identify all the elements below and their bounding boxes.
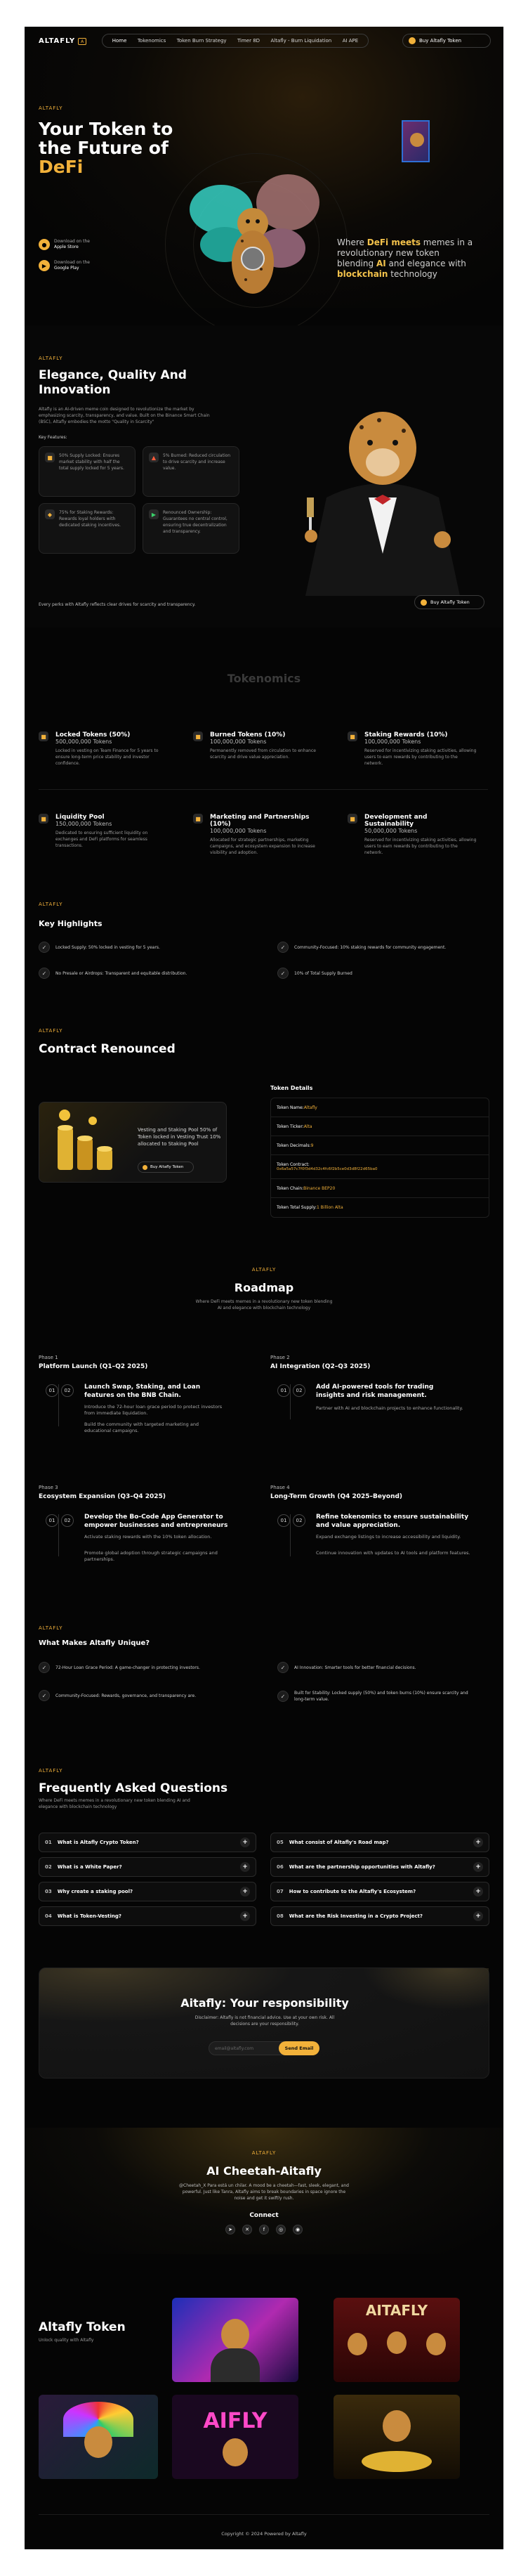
faq-item[interactable] [39,1833,256,1852]
token-detail-row [271,1198,489,1217]
highlight-item [277,968,463,979]
highlight-item [39,942,238,953]
store-google-text [54,260,90,271]
phase-title: Ecosystem Expansion (Q3–Q4 2025) [39,1493,166,1500]
development-icon: ■ [348,814,357,824]
gallery-image-neon-aifly [172,2395,298,2479]
nav-link-burn-strategy[interactable]: Token Burn Strategy [176,38,227,44]
hero-title-line2: the Future of [39,138,169,158]
check-icon: ✓ [39,942,50,953]
tokenomics-item-body [210,731,322,760]
hero-side-p1: Where [337,238,367,247]
faq-item[interactable] [270,1882,489,1901]
footer-divider [39,2514,489,2515]
hero-side-blockchain: blockchain [337,269,388,279]
elegance-buy-label: Buy Altafly Token [430,599,470,605]
lock-icon: ■ [45,453,55,462]
contract-title: Contract Renounced [39,1042,176,1056]
colorful-cheetah-head [84,2426,112,2458]
hero-title [39,119,173,176]
phase-heading: Refine tokenomics to ensure sustainability and value appreciation. [316,1514,469,1529]
highlight-item [39,968,196,979]
tokenomics-item-sub: 150,000,000 Tokens [55,821,112,827]
feature-card [143,446,239,497]
footer-text: Copyright © 2024 Powered by Altafly [221,2531,307,2537]
feature-card [143,503,239,554]
tokenomics-item-title: Burned Tokens (10%) [210,731,286,739]
elegance-desc: Altafly is an AI-driven meme coin designed to revolutionize the market by emphasizing scarcity, transparency, and value. Built on the Binance Smart Chain (BSC), Altafly embodies the motto "Quality in Scarcity" [39,407,210,424]
token-details-title: Token Details [270,1085,313,1091]
tokenomics-item [39,814,179,849]
step-number: 01 [277,1514,290,1527]
unique-text: AI Innovation: Smarter tools for better financial decisions. [294,1665,416,1670]
unique-text: Built for Stability: Locked supply (50%) and token burns (10%) ensure scarcity and long-term value. [294,1691,468,1702]
highlight-text: Community-Focused: 10% staking rewards for community engagement. [294,944,447,950]
hero-side-p7: technology [388,269,437,279]
gallery-image-neon-cheetah [172,2298,298,2382]
phase-title: Long-Term Growth (Q4 2025–Beyond) [270,1493,403,1500]
newsletter-send-label: Send Email [284,2045,314,2051]
unique-text: 72-Hour Loan Grace Period: A game-changer in protecting investors. [55,1665,200,1670]
faq-question: What is Altafly Crypto Token? [57,1840,139,1845]
token-detail-row [271,1136,489,1155]
newsletter-send-button[interactable] [279,2041,319,2055]
faq-question: How to contribute to the Altafly's Ecosystem? [289,1889,416,1894]
step-number: 02 [293,1514,305,1527]
elegance-footnote: Every perks with Altafly reflects clear drives for scarcity and transparency. [39,602,196,607]
nav-link-timer[interactable]: Timer 8D [237,38,260,44]
tokenomics-item-title: Staking Rewards (10%) [364,731,448,739]
phase-point: Build the community with targeted marketing and educational campaigns. [84,1422,199,1433]
logo-mark-icon: A [78,38,86,45]
neon-cheetah-head [221,2319,249,2350]
nav-buy-button[interactable] [402,34,491,48]
tokenomics-item-title: Liquidity Pool [55,814,105,821]
step-number: 02 [61,1384,74,1397]
tokenomics-item [193,731,334,760]
phase-label: Phase 1 [39,1355,58,1360]
token-contract-address[interactable]: 0x6a5a57c7f0f3d4d32c4fc6f2b5ce0d3d8f22d65ba0 [277,1167,378,1171]
step-number: 02 [61,1514,74,1527]
plus-icon[interactable]: + [240,1837,250,1847]
faq-item[interactable] [39,1906,256,1926]
faq-question: What consist of Altafly's Road map? [289,1840,389,1845]
faq-item[interactable] [39,1857,256,1877]
neon-text: AIFLY [203,2409,268,2433]
feature-card [39,503,136,554]
step-number: 01 [46,1514,58,1527]
unique-item [39,1690,224,1701]
step-number: 01 [277,1384,290,1397]
check-icon: ✓ [39,1662,50,1673]
tokenomics-divider [39,789,488,790]
feature-card [39,446,136,497]
tokenomics-item-sub: 500,000,000 Tokens [55,739,112,745]
elegance-buy-button[interactable] [414,595,484,609]
flag-icon: ▶ [149,509,159,519]
vesting-buy-label: Buy Altafly Token [150,1165,184,1169]
store-google[interactable] [39,260,90,271]
gallery-image-aitafly-banner [334,2298,460,2382]
phase-point: Promote global adoption through strategic campaigns and partnerships. [84,1550,218,1562]
phase-point: Introduce the 72-hour loan grace period to protect investors from immediate liquidation. [84,1404,223,1416]
gold-cheetah-head [383,2410,411,2442]
feature-text: 75% for Staking Rewards: Rewards loyal holders with dedicated staking incentives. [59,510,121,528]
store-apple-big: Apple Store [54,245,79,249]
phase-point: Continue innovation with updates to AI tools and platform features. [316,1550,470,1556]
faq-title: Frequently Asked Questions [39,1781,228,1795]
tokenomics-item [193,814,334,856]
faq-question: Why create a staking pool? [57,1889,133,1894]
unique-item [39,1662,238,1673]
faq-sub: Where DeFi meets memes in a revolutionary new token blending AI and elegance with blockchain technology [39,1798,190,1809]
plus-icon[interactable]: + [473,1911,483,1921]
nav-buy-label: Buy Altafly Token [419,38,462,44]
step-connector [58,1384,59,1426]
fire-icon: ■ [193,731,203,741]
unique-item [277,1690,477,1703]
token-detail-row [271,1098,489,1117]
elegance-title-line2: Innovation [39,383,111,397]
banner-cheetah [348,2333,367,2355]
highlights-title: Key Highlights [39,919,103,928]
faq-number: 02 [45,1864,52,1870]
tokenomics-item [348,814,488,856]
token-detail-key: Token Name: [277,1105,304,1110]
tokenomics-item-title: Locked Tokens (50%) [55,731,131,739]
store-apple-text [54,239,90,250]
fire-icon: ▲ [149,453,159,462]
tokenomics-item-desc: Dedicated to ensuring sufficient liquidity on exchanges and DeFi platforms for seamless transactions. [55,831,148,848]
tokenomics-item-desc: Reserved for incentivizing staking activities, allowing users to earn rewards by contributing to the network. [364,748,477,766]
faq-item[interactable] [270,1857,489,1877]
step-number: 02 [293,1384,305,1397]
tokenomics-item-sub: 100,000,000 Tokens [210,828,267,834]
token-details-table [270,1098,489,1218]
tokenomics-item-sub: 100,000,000 Tokens [210,739,267,745]
token-detail-value: Alta [303,1124,312,1129]
phase-point: Partner with AI and blockchain projects to enhance functionality. [316,1405,463,1411]
unique-item [277,1662,463,1673]
banner-cheetah [387,2331,407,2354]
faq-question: What are the partnership opportunities with Altafly? [289,1864,435,1870]
unique-text: Community-Focused: Rewards, governance, and transparency are. [55,1693,197,1698]
gallery-image-gold-cheetah [334,2395,460,2479]
plus-icon[interactable]: + [240,1887,250,1897]
elegance-title-line1: Elegance, Quality And [39,368,187,382]
phase-point: Activate staking rewards with the 10% token allocation. [84,1534,212,1540]
faq-tag: ALTAFLY [39,1768,63,1774]
banner-cheetah [426,2333,446,2355]
step-number: 01 [46,1384,58,1397]
wallet-icon [143,1165,147,1170]
faq-number: 03 [45,1889,52,1894]
vesting-card [39,1102,227,1183]
liquidity-icon: ■ [39,814,48,824]
unique-tag: ALTAFLY [39,1625,63,1631]
phase-heading: Launch Swap, Staking, and Loan features on the BNB Chain. [84,1384,201,1399]
nav-link-burn-liquidation[interactable]: Altafly - Burn Liquidation [270,38,332,44]
faq-number: 06 [277,1864,284,1870]
token-detail-key: Token Chain: [277,1185,304,1191]
step-connector [290,1514,291,1556]
faq-item[interactable] [270,1906,489,1926]
token-detail-key: Token Decimals: [277,1143,311,1148]
newsletter-title: Aitafly: Your responsibility [180,1996,349,2010]
tokenomics-title: Tokenomics [227,672,301,685]
check-icon: ✓ [39,1690,50,1701]
gallery-sub: Unlock quality with Altafly [39,2338,94,2343]
logo-text: ALTAFLY [39,37,76,45]
vesting-text: Vesting and Staking Pool 50% of Token locked in Vesting Trust 10% allocated to Staking Pool [138,1127,221,1147]
faq-item[interactable] [270,1833,489,1852]
plus-icon[interactable]: + [473,1887,483,1897]
hero-title-line1: Your Token to [39,119,173,139]
store-apple[interactable] [39,239,90,250]
key-features-label: Key Features: [39,435,67,440]
feature-text: 5% Burned: Reduced circulation to drive scarcity and increase value. [163,453,231,471]
phase-label: Phase 2 [270,1355,290,1360]
highlight-text: 10% of Total Supply Burned [294,970,352,976]
faq-item[interactable] [39,1882,256,1901]
marketing-icon: ■ [193,814,203,824]
token-detail-key: Token Ticker: [277,1124,304,1129]
step-connector [290,1384,291,1419]
newsletter-card [39,1967,489,2079]
feature-text: Renounced Ownership: Guarantees no central control, ensuring true decentralization and transparency. [163,510,227,534]
social-links [225,2225,303,2235]
plus-icon[interactable]: + [473,1837,483,1847]
token-detail-key: Token Total Supply: [277,1205,317,1210]
hero-side-defi: DeFi meets [367,238,421,247]
connect-label: Connect [249,2212,279,2219]
store-apple-small: Download on the [54,239,90,244]
hero-side-text [337,238,477,280]
faq-number: 08 [277,1913,284,1919]
token-detail-row [271,1179,489,1198]
highlight-text: Locked Supply: 50% locked in vesting for 5 years. [55,944,160,950]
vesting-buy-button[interactable] [138,1162,194,1173]
check-icon: ✓ [277,942,289,953]
tokenomics-item-body [210,814,322,856]
faq-question: What is a White Paper? [57,1864,122,1870]
staking-icon: ■ [348,731,357,741]
nav-logo[interactable] [39,37,86,45]
gold-coins [362,2451,432,2472]
nav-links [102,34,369,48]
facebook-icon[interactable]: f [259,2225,269,2235]
token-detail-row [271,1117,489,1136]
plus-icon[interactable]: + [240,1862,250,1872]
phase-title: AI Integration (Q2–Q3 2025) [270,1363,371,1370]
token-detail-value: 9 [310,1143,314,1148]
hero-title-line3: DeFi [39,157,84,177]
token-detail-value: 1 Billion Alta [316,1205,343,1210]
token-detail-key: Token Contract: [277,1162,310,1167]
tokenomics-item-desc: Allocated for strategic partnerships, marketing campaigns, and ecosystem expansion to increase visibility and adoption. [210,838,315,855]
wallet-icon [421,599,427,606]
faq-number: 04 [45,1913,52,1919]
banner-text: AITAFLY [365,2302,428,2319]
feature-text: 50% Supply Locked: Ensures market stability with half the total supply locked for 5 years. [59,453,124,471]
roadmap-tag: ALTAFLY [251,1267,277,1273]
highlight-item [277,942,463,953]
faq-number: 05 [277,1840,284,1845]
tokenomics-item-body [364,731,477,767]
token-detail-row [271,1155,489,1179]
gallery-title: Altafly Token [39,2320,126,2334]
contract-tag: ALTAFLY [39,1028,63,1034]
check-icon: ✓ [39,968,50,979]
phase-label: Phase 4 [270,1485,290,1490]
cheetah-tag: ALTAFLY [251,2150,277,2156]
neon-cheetah-head [223,2438,248,2466]
step-connector [58,1514,59,1556]
token-detail-value: Binance BEP20 [303,1185,336,1191]
store-google-small: Download on the [54,260,90,265]
token-detail-value: Altafly [303,1105,317,1110]
cheetah-desc: @Cheetah_X Para está un chilar. A mood be a cheetah—fast, sleek, elegant, and powerful. Just like Tanra, Altafly aims to break boundaries in space ignore the noise and get it swiftly rush. [179,2183,349,2201]
tokenomics-item-sub: 100,000,000 Tokens [364,739,421,745]
roadmap-title: Roadmap [234,1281,294,1294]
hero-side-ai: AI [376,259,386,268]
tokenomics-item-body [55,731,168,767]
unique-title: What Makes Altafly Unique? [39,1639,150,1647]
check-icon: ✓ [277,1691,289,1702]
thumbnail-cheetah [410,133,424,147]
nav-link-ai-ape[interactable]: AI APE [342,38,359,44]
hero-side-p5: and elegance with [385,259,466,268]
elegance-tag: ALTAFLY [39,356,63,361]
tokenomics-item-desc: Permanently removed from circulation to enhance scarcity and drive value appreciation. [210,748,316,760]
highlights-tag: ALTAFLY [39,902,63,907]
hero-tag: ALTAFLY [39,105,63,111]
page-frame [25,27,503,2549]
nav-link-home[interactable]: Home [112,38,127,44]
reward-icon: ◆ [45,509,55,519]
tokenomics-item-desc: Locked in vesting on Team Finance for 5 years to ensure long-term price stability and investor confidence. [55,748,159,766]
check-icon: ✓ [277,1662,289,1673]
wallet-icon [409,37,416,44]
gallery-image-colorful-cheetah [39,2395,158,2479]
tokenomics-item-body [55,814,168,849]
tokenomics-item-sub: 50,000,000 Tokens [364,828,418,834]
x-icon[interactable]: ✕ [242,2225,252,2235]
highlight-text: No Presale or Airdrops: Transparent and equitable distribution. [55,970,187,976]
tokenomics-item [348,731,488,767]
elegance-title [39,368,187,398]
discord-icon[interactable]: ◉ [293,2225,303,2235]
phase-heading: Add AI-powered tools for trading insights and risk management. [316,1384,434,1399]
tokenomics-item [39,731,179,767]
nav-link-tokenomics[interactable]: Tokenomics [137,38,166,44]
instagram-icon[interactable]: ◎ [276,2225,286,2235]
faq-number: 07 [277,1889,284,1894]
tokenomics-item-body [364,814,477,856]
faq-question: What are the Risk Investing in a Crypto Project? [289,1913,423,1919]
faq-number: 01 [45,1840,52,1845]
check-icon: ✓ [277,968,289,979]
hero-thumbnail [402,120,430,162]
cheetah-title: AI Cheetah-Aitafly [206,2164,322,2178]
coins-illustration [44,1107,128,1180]
plus-icon[interactable]: + [473,1862,483,1872]
telegram-icon[interactable]: ➤ [225,2225,235,2235]
plus-icon[interactable]: + [240,1911,250,1921]
lock-icon: ■ [39,731,48,741]
roadmap-sub: Where DeFi meets memes in a revolutionary new token blending AI and elegance with blockchain technology [195,1299,333,1310]
phase-point: Expand exchange listings to increase accessibility and liquidity. [316,1534,461,1540]
faq-question: What is Token-Vesting? [57,1913,121,1919]
hero-side-p3: memes in a revolutionary new token blending [337,238,473,268]
apple-icon: ● [39,239,50,250]
phase-heading: Develop the Bo-Code App Generator to empower businesses and entrepreneurs [84,1514,228,1529]
tuxedo-cheetah-image [291,392,474,596]
phase-label: Phase 3 [39,1485,58,1490]
newsletter-placeholder: email@altafly.com [215,2045,254,2051]
store-google-big: Google Play [54,266,79,271]
hero-butterfly-cheetah-image [183,171,323,304]
tokenomics-item-desc: Reserved for incentivizing staking activities, allowing users to earn rewards by contributing to the network. [364,838,477,855]
neon-cheetah-body [211,2348,260,2382]
tokenomics-item-title: Marketing and Partnerships (10%) [210,814,310,828]
tokenomics-item-title: Development and Sustainability [364,814,428,828]
google-play-icon: ▶ [39,260,50,271]
phase-title: Platform Launch (Q1–Q2 2025) [39,1363,148,1370]
newsletter-sub: Disclaimer: Altafly is not financial advice. Use at your own risk. All decisions are your responsibility. [194,2015,335,2027]
